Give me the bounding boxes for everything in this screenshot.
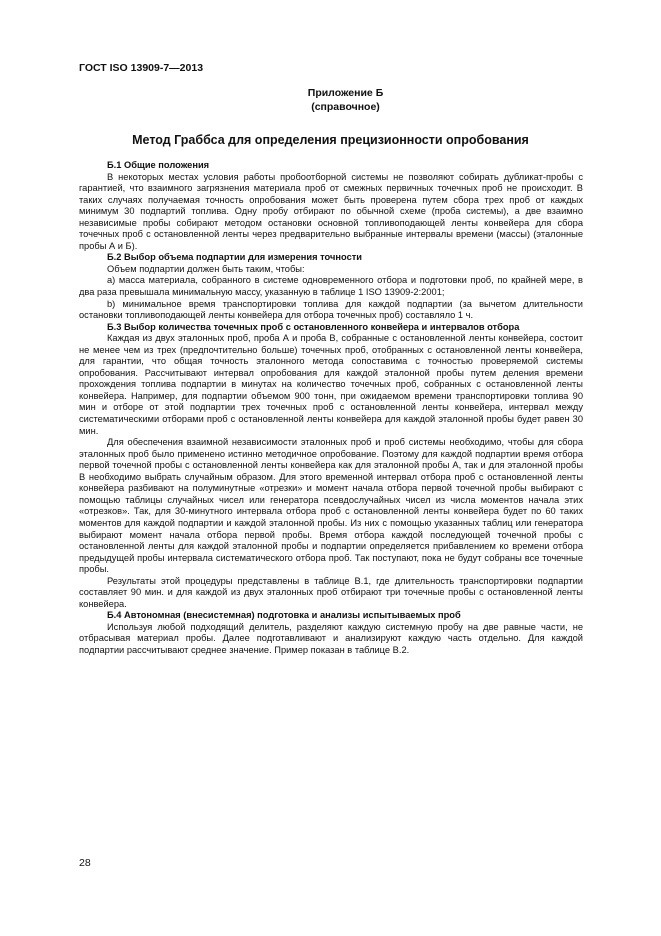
document-body <box>79 160 583 657</box>
paragraph: Для обеспечения взаимной независимости эталонных проб и проб системы необходимо, чтобы для сбора эталонных проб было применено истинно методичное опробование. Поэтому для каждой подпартии время отбора первой точечной пробы с остановленной ленты конвейера как для эталонной пробы А, так и для эталонной пробы В необходимо выбрать случайным образом. Для этого временной интервал отбора проб с остановленной ленты конвейера разбивают на полуминутные «отрезки» и момент начала отбора первой точечной пробы выбирают с помощью таблицы случайных чисел или генератора псевдослучайных чисел из числа моментов начала этих «отрезков». Так, для 30-минутного интервала отбора проб с остановленной ленты конвейера будет по 60 таких моментов для каждой подпартии и каждой эталонной пробы. Из них с помощью указанных таблиц или генератора выбирают момент начала отбора первой пробы. Время отбора каждой последующей точечной пробы с остановленной ленты для каждой эталонной пробы и подпартии определяется прибавлением ко времени отбора предыдущей пробы интервала систематического отбора проб. Так поступают, пока не будут собраны все точечные пробы. <box>79 437 583 575</box>
section-heading-b3: Б.3 Выбор количества точечных проб с остановленного конвейера и интервалов отбора <box>107 321 520 332</box>
standard-identifier: ГОСТ ISO 13909-7—2013 <box>79 62 204 74</box>
paragraph: Результаты этой процедуры представлены в таблице В.1, где длительность транспортировки подпартии составляет 90 мин. и для каждой из двух эталонных проб отбирают три точечные пробы с остановленной ленты конвейера. <box>79 575 583 609</box>
paragraph: Каждая из двух эталонных проб, проба А и проба В, собранные с остановленной ленты конвейера, состоит не менее чем из трех (предпочтительно больше) точечных проб, отобранных с остановленной ленты конвейера, для гарантии, что общая точность эталонного метода сопоставима с точностью проверяемой системы опробования. Рассчитывают интервал опробования для каждой эталонной пробы путем деления времени прохождения топлива подпартии в минутах на количество точечных проб, собранных с остановленной ленты конвейера. Например, для подпартии объемом 900 тонн, при ожидаемом времени транспортировки топлива 90 мин и отборе от этой подпартии трех точечных проб с остановленной ленты конвейера, интервал между систематическими отборами проб с остановленной ленты конвейера для каждой эталонной пробы будет равен 30 мин. <box>79 333 583 436</box>
section-heading-b1: Б.1 Общие положения <box>107 160 210 170</box>
annex-title: Приложение Б <box>307 87 384 99</box>
document-title: Метод Граббса для определения прецизионности опробования <box>132 133 529 147</box>
page-number: 28 <box>79 857 91 869</box>
section-heading-b2: Б.2 Выбор объема подпартии для измерения точности <box>107 252 363 263</box>
section-heading-b4: Б.4 Автономная (внесистемная) подготовка и анализы испытываемых проб <box>107 610 461 621</box>
paragraph: Используя любой подходящий делитель, разделяют каждую системную пробу на две равные части, не отбрасывая материал пробы. Далее подготавливают и анализируют каждую часть отдельно. Для каждой подпартии рассчитывают среднее значение. Пример показан в таблице В.2. <box>79 621 583 655</box>
paragraph: Объем подпартии должен быть таким, чтобы: <box>107 263 305 274</box>
annex-note: (справочное) <box>311 101 380 113</box>
paragraph: b) минимальное время транспортировки топлива для каждой подпартии (за вычетом длительности остановки топливоподающей ленты конвейера для отбора точечных проб) составляло 1 ч. <box>79 298 583 321</box>
paragraph: В некоторых местах условия работы пробоотборной системы не позволяют собирать дубликат-пробы с гарантией, что взаимного загрязнения материала проб от смежных первичных точечных проб не происходит. В таких случаях получаемая точность опробования может быть проверена путем сбора трех проб от каждых минимум 30 подпартий топлива. Одну пробу отбирают по обычной схеме (проба системы), а две взаимно независимые пробы собирают методом остановки основной топливоподающей ленты конвейера для сбора точечных проб с остановленной ленты через предварительно выбранные интервалы времени (массы) (эталонные пробы А и Б). <box>79 171 583 251</box>
paragraph: а) масса материала, собранного в системе одновременного отбора и подготовки проб, по крайней мере, в два раза превышала минимальную массу, указанную в таблице 1 ISO 13909-2:2001; <box>79 275 583 298</box>
annex-header <box>0 86 661 114</box>
